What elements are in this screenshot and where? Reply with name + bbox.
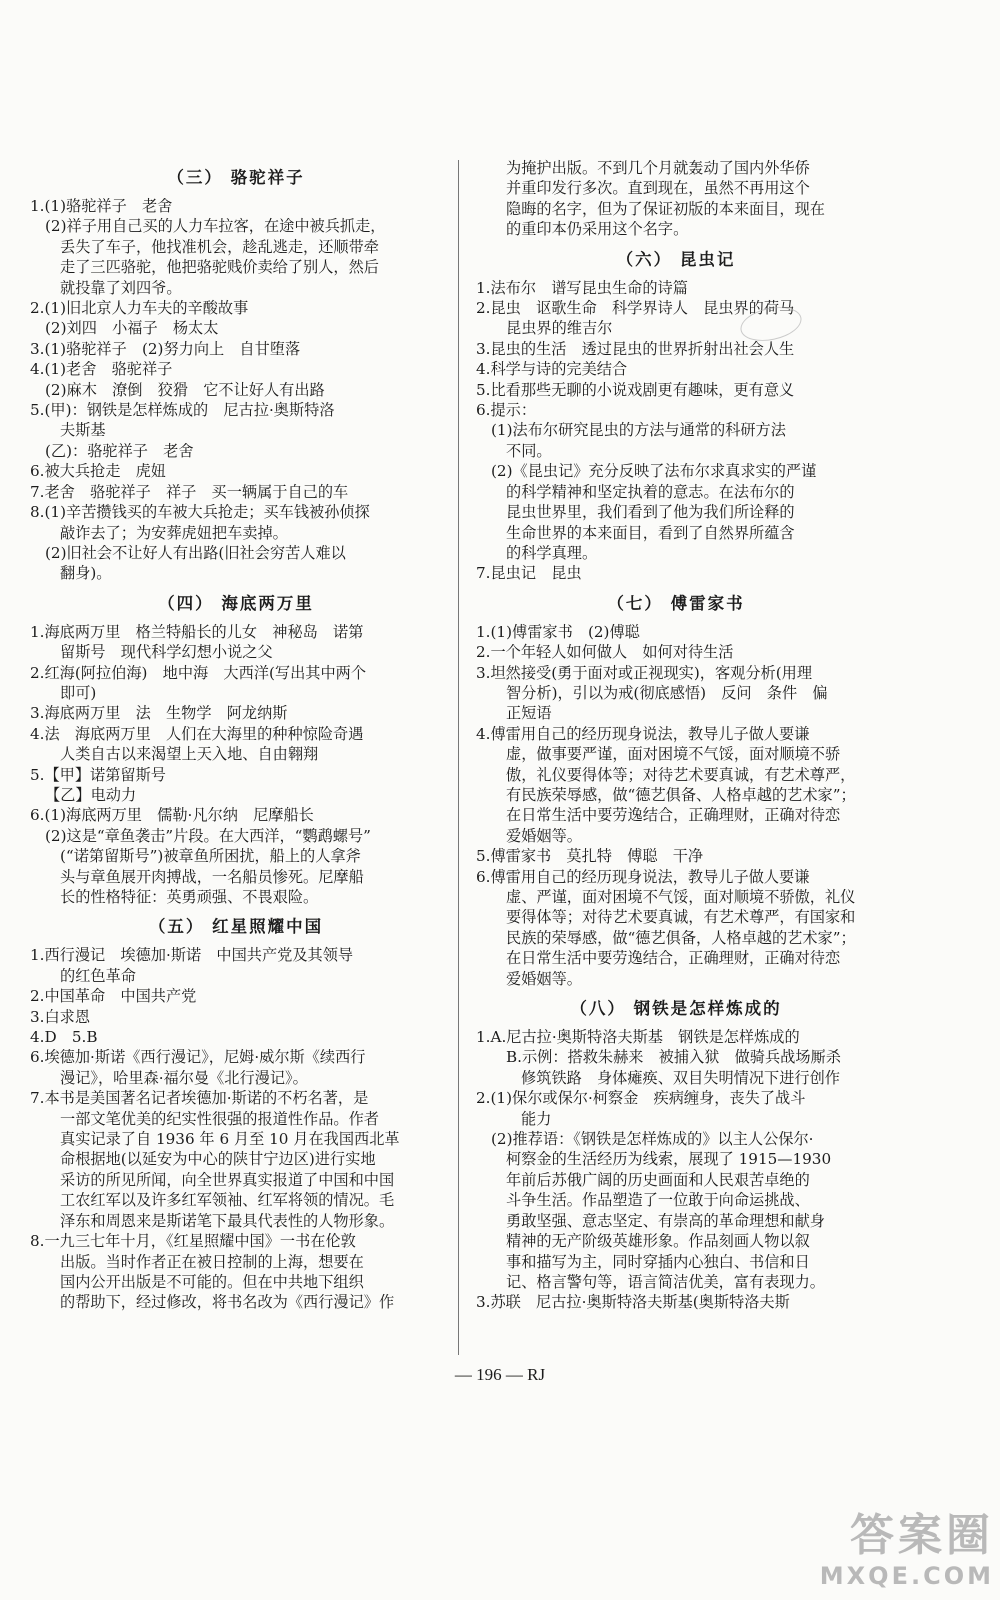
answer-line: 即可) xyxy=(60,683,97,702)
answer-line: (乙)：骆驼祥子 老舍 xyxy=(45,441,194,460)
answer-line: 一部文笔优美的纪实性很强的报道性作品。作者 xyxy=(60,1109,379,1128)
answer-line: 1.西行漫记 埃德加·斯诺 中国共产党及其领导 xyxy=(30,946,354,965)
answer-line: 4.(1)老舍 骆驼祥子 xyxy=(30,360,173,379)
answer-line: 为掩护出版。不到几个月就轰动了国内外华侨 xyxy=(506,159,810,177)
answer-line: 7.本书是美国著名记者埃德加·斯诺的不朽名著，是 xyxy=(30,1089,369,1108)
answer-line: 头与章鱼展开肉搏战，一名船员惨死。尼摩船 xyxy=(60,867,364,886)
answer-line: 的红色革命 xyxy=(60,966,136,985)
answer-line: 国内公开出版是不可能的。但在中共地下组织 xyxy=(60,1272,364,1291)
answer-line: (2)旧社会不让好人有出路(旧社会穷苦人难以 xyxy=(45,543,346,562)
answer-line: (“诺第留斯号”)被章鱼所困扰，船上的人拿斧 xyxy=(60,847,361,866)
answer-line: 敲诈去了；为安葬虎妞把车卖掉。 xyxy=(60,523,288,542)
answer-line: 在日常生活中要劳逸结合，正确理财，正确对待恋 xyxy=(506,949,841,968)
left-column xyxy=(30,158,442,1313)
answer-line: (2)祥子用自己买的人力车拉客，在途中被兵抓走， xyxy=(45,217,386,236)
answer-section xyxy=(476,593,876,989)
answer-line: 年前后苏俄广阔的历史画面和人民艰苦卓绝的 xyxy=(506,1170,810,1189)
answer-line: 3.海底两万里 法 生物学 阿龙纳斯 xyxy=(30,704,288,723)
answer-line: 斗争生活。作品塑造了一位敢于向命运挑战、 xyxy=(506,1191,810,1210)
answer-line: 要得体等；对待艺术要真诚，有艺术尊严，有国家和 xyxy=(506,908,856,927)
answer-line: 6.提示： xyxy=(476,401,537,420)
answer-line: 就投靠了刘四爷。 xyxy=(60,278,182,297)
answer-line: 虚，做事要严谨，面对困境不气馁，面对顺境不骄 xyxy=(506,745,841,764)
answer-line: 3.苏联 尼古拉·奥斯特洛夫斯基(奥斯特洛夫斯 xyxy=(476,1293,790,1312)
answer-line: 爱婚姻等。 xyxy=(506,969,582,988)
answer-line: 人类自古以来渴望上天入地、自由翱翔 xyxy=(60,745,319,764)
answer-line: 命根据地(以延安为中心的陕甘宁边区)进行实地 xyxy=(60,1150,376,1169)
answer-line: 4.D 5.B xyxy=(30,1028,98,1047)
answer-section xyxy=(30,916,442,1312)
answer-line: 昆虫界的维吉尔 xyxy=(506,319,613,338)
answer-section xyxy=(30,167,442,584)
page-footer: — 196 — RJ xyxy=(454,1365,546,1384)
right-column xyxy=(476,158,876,1313)
answer-line: 4.傅雷用自己的经历现身说法，教导儿子做人要谦 xyxy=(476,724,810,743)
section-title: （七） 傅雷家书 xyxy=(607,593,745,613)
answer-line: 4.科学与诗的完美结合 xyxy=(476,360,628,379)
answer-line: 昆虫世界里，我们看到了他为我们所诠释的 xyxy=(506,503,795,522)
answer-line: 智分析)，引以为戒(彻底感悟) 反问 条件 偏 xyxy=(506,683,828,702)
watermark-url: MXQE.COM xyxy=(819,1562,994,1590)
answer-line: 留斯号 现代科学幻想小说之父 xyxy=(60,643,273,662)
answer-line: (2)推荐语：《钢铁是怎样炼成的》以主人公保尔· xyxy=(491,1130,814,1149)
answer-line: 泽东和周恩来是斯诺笔下最具代表性的人物形象。 xyxy=(60,1211,395,1230)
answer-line: 记、格言警句等，语言简洁优美，富有表现力。 xyxy=(506,1272,825,1291)
section-title: （五） 红星照耀中国 xyxy=(148,917,324,937)
answer-line: 生命世界的本来面目，看到了自然界所蕴含 xyxy=(506,523,795,542)
answer-line: 3.白求恩 xyxy=(30,1007,91,1026)
answer-line: 翻身)。 xyxy=(60,564,112,583)
answer-line: 出版。当时作者正在被日控制的上海，想要在 xyxy=(60,1252,364,1271)
section-title: （八） 钢铁是怎样炼成的 xyxy=(570,999,782,1019)
answer-line: 真实记录了自 1936 年 6 月至 10 月在我国西北革 xyxy=(60,1130,400,1149)
answer-line: 并重印发行多次。直到现在，虽然不再用这个 xyxy=(506,179,810,198)
section-title: （三） 骆驼祥子 xyxy=(167,168,305,187)
answer-section xyxy=(476,249,876,584)
answer-line: 长的性格特征：英勇顽强、不畏艰险。 xyxy=(60,888,319,906)
answer-line: 丢失了车子，他找准机会，趁乱逃走，还顺带牵 xyxy=(60,237,379,256)
column-divider xyxy=(458,160,459,1355)
answer-line: 1.(1)傅雷家书 (2)傅聪 xyxy=(476,622,640,641)
answer-line: 精神的无产阶级英雄形象。作品刻画人物以叙 xyxy=(506,1232,810,1251)
answer-line: 的帮助下，经过修改，将书名改为《西行漫记》作 xyxy=(60,1293,395,1312)
answer-section xyxy=(30,593,442,908)
answer-line: 在日常生活中要劳逸结合，正确理财，正确对待恋 xyxy=(506,806,841,825)
answer-line: 夫斯基 xyxy=(60,421,106,440)
answer-line: 8.一九三七年十月，《红星照耀中国》一书在伦敦 xyxy=(30,1232,356,1251)
answer-line: 漫记》，哈里森·福尔曼《北行漫记》。 xyxy=(60,1068,308,1087)
answer-section xyxy=(476,998,876,1313)
answer-line: (2)刘四 小福子 杨太太 xyxy=(45,319,219,338)
answer-line: 3.昆虫的生活 透过昆虫的世界折射出社会人生 xyxy=(476,339,795,358)
answer-line: 的科学精神和坚定执着的意志。在法布尔的 xyxy=(506,482,795,501)
answer-line: B.示例：搭救朱赫来 被捕入狱 做骑兵战场厮杀 xyxy=(506,1048,841,1067)
answer-line: 4.法 海底两万里 人们在大海里的种种惊险奇遇 xyxy=(30,724,364,743)
answer-line: 2.中国革命 中国共产党 xyxy=(30,987,197,1006)
answer-line: 的重印本仍采用这个名字。 xyxy=(506,220,689,239)
answer-line: (2)麻木 潦倒 狡猾 它不让好人有出路 xyxy=(45,380,325,399)
answer-line: 2.一个年轻人如何做人 如何对待生活 xyxy=(476,643,734,662)
answer-line: 修筑铁路 身体瘫痪、双目失明情况下进行创作 xyxy=(521,1068,840,1087)
answer-line: 6.傅雷用自己的经历现身说法，教导儿子做人要谦 xyxy=(476,867,810,886)
answer-line: 正短语 xyxy=(506,704,552,723)
answer-line: 傲，礼仪要得体等；对待艺术要真诚，有艺术尊严， xyxy=(506,765,856,784)
answer-line: (2)《昆虫记》充分反映了法布尔求真求实的严谨 xyxy=(491,462,817,481)
answer-line: 6.(1)海底两万里 儒勒·凡尔纳 尼摩船长 xyxy=(30,806,314,825)
answer-line: 3.(1)骆驼祥子 (2)努力向上 自甘堕落 xyxy=(30,339,301,358)
answer-line: (2)这是“章鱼袭击”片段。在大西洋，“鹦鹉螺号” xyxy=(45,826,371,845)
answer-line: 1.(1)骆驼祥子 老舍 xyxy=(30,197,173,215)
answer-line: 2.(1)旧北京人力车夫的辛酸故事 xyxy=(30,299,249,318)
answer-line: 5.【甲】诺第留斯号 xyxy=(30,765,166,784)
section-title: （四） 海底两万里 xyxy=(158,593,314,613)
answer-line: 不同。 xyxy=(506,441,552,460)
answer-line: 走了三匹骆驼，他把骆驼贱价卖给了别人，然后 xyxy=(60,258,379,277)
answer-line: 6.被大兵抢走 虎妞 xyxy=(30,462,166,481)
answer-line: 3.坦然接受(勇于面对或正视现实)，客观分析(用理 xyxy=(476,663,813,682)
answer-section xyxy=(476,158,876,240)
answer-line: 隐晦的名字，但为了保证初版的本来面目，现在 xyxy=(506,199,825,218)
answer-line: 2.昆虫 讴歌生命 科学界诗人 昆虫界的荷马 xyxy=(476,299,795,318)
answer-line: 勇敢坚强、意志坚定、有崇高的革命理想和献身 xyxy=(506,1211,825,1230)
answer-line: 1.A.尼古拉·奥斯特洛夫斯基 钢铁是怎样炼成的 xyxy=(476,1028,800,1047)
answer-line: 能力 xyxy=(521,1109,552,1128)
answer-line: 民族的荣辱感，做“德艺俱备，人格卓越的艺术家”； xyxy=(506,928,856,947)
answer-line: 5.比看那些无聊的小说戏剧更有趣味，更有意义 xyxy=(476,380,795,399)
answer-line: 爱婚姻等。 xyxy=(506,826,582,845)
answer-line: 5.(甲)：钢铁是怎样炼成的 尼古拉·奥斯特洛 xyxy=(30,401,335,420)
answer-line: (1)法布尔研究昆虫的方法与通常的科研方法 xyxy=(491,421,786,440)
answer-line: 虚、严谨，面对困境不气馁，面对顺境不骄傲，礼仪 xyxy=(506,888,856,906)
site-watermark xyxy=(764,1510,994,1594)
answer-line: 7.昆虫记 昆虫 xyxy=(476,564,582,583)
answer-line: 柯察金的生活经历为线索，展现了 1915—1930 xyxy=(506,1150,832,1169)
answer-line: 5.傅雷家书 莫扎特 傅聪 干净 xyxy=(476,847,704,866)
answer-line: 有民族荣辱感，做“德艺俱备、人格卓越的艺术家”； xyxy=(506,785,856,804)
answer-line: 【乙】电动力 xyxy=(45,785,137,804)
answer-line: 6.埃德加·斯诺《西行漫记》，尼姆·威尔斯《续西行 xyxy=(30,1048,366,1067)
answer-line: 7.老舍 骆驼祥子 祥子 买一辆属于自己的车 xyxy=(30,482,349,501)
answer-line: 1.海底两万里 格兰特船长的儿女 神秘岛 诺第 xyxy=(30,622,364,641)
watermark-logo: 答案圈 xyxy=(850,1510,994,1561)
answer-line: 2.(1)保尔或保尔·柯察金 疾病缠身，丧失了战斗 xyxy=(476,1089,806,1108)
answer-line: 采访的所见所闻，向全世界真实报道了中国和中国 xyxy=(60,1170,395,1189)
answer-line: 1.法布尔 谱写昆虫生命的诗篇 xyxy=(476,278,688,297)
answer-line: 事和描写为主，同时穿插内心独白、书信和日 xyxy=(506,1252,810,1271)
section-title: （六） 昆虫记 xyxy=(616,249,736,269)
answer-line: 2.红海(阿拉伯海) 地中海 大西洋(写出其中两个 xyxy=(30,663,367,682)
answer-line: 工农红军以及许多红军领袖、红军将领的情况。毛 xyxy=(60,1191,395,1210)
answer-line: 的科学真理。 xyxy=(506,543,598,562)
answer-line: 8.(1)辛苦攒钱买的车被大兵抢走；买车钱被孙侦探 xyxy=(30,503,370,522)
